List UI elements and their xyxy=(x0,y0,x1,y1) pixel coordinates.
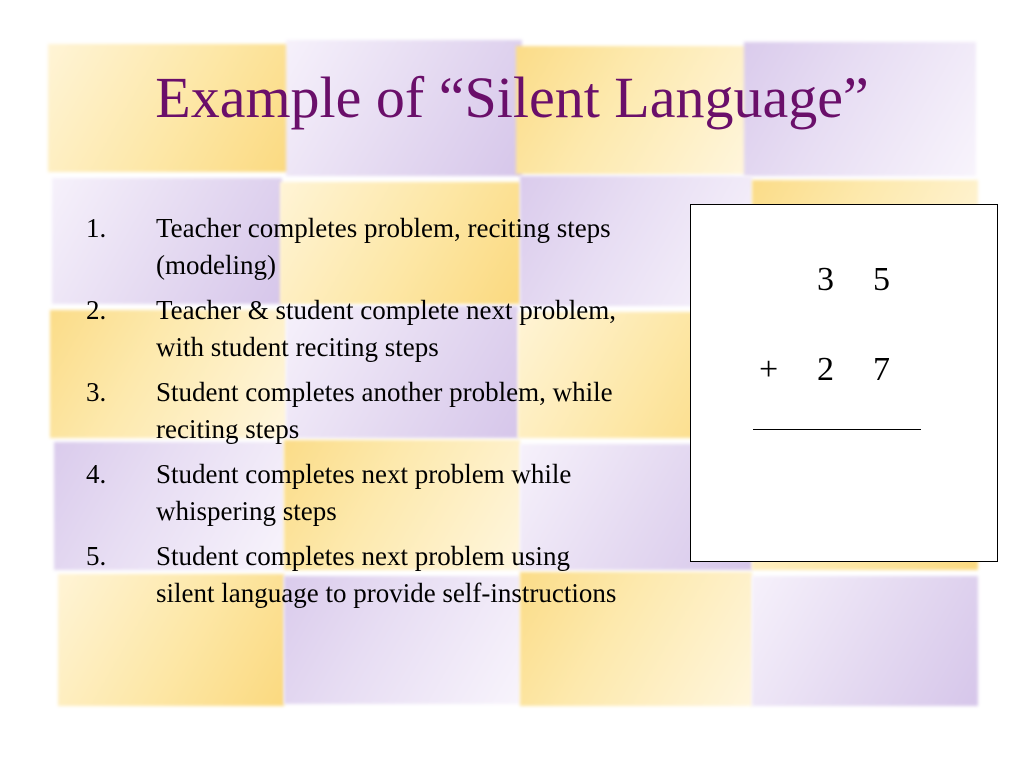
background-tile xyxy=(752,576,978,706)
step-text: Student completes another problem, while reciting steps xyxy=(156,377,613,444)
steps-list xyxy=(86,210,626,620)
top-ones-digit: 5 xyxy=(873,261,890,298)
step-number: 5. xyxy=(86,541,107,571)
plus-operator: + xyxy=(759,351,779,388)
sum-line xyxy=(753,429,921,430)
bottom-ones-digit: 7 xyxy=(873,351,890,388)
list-item xyxy=(86,292,626,366)
list-item xyxy=(86,538,626,612)
step-text: Student completes next problem while whispering steps xyxy=(156,459,572,526)
list-item xyxy=(86,456,626,530)
slide-title: Example of “Silent Language” xyxy=(155,65,869,130)
step-number: 3. xyxy=(86,377,107,407)
step-number: 2. xyxy=(86,295,107,325)
step-number: 1. xyxy=(86,213,107,243)
addition-problem-box xyxy=(690,204,998,562)
step-text: Teacher & student complete next problem, with student reciting steps xyxy=(156,295,616,362)
step-number: 4. xyxy=(86,459,107,489)
bottom-tens-digit: 2 xyxy=(817,351,834,388)
step-text: Student completes next problem using silent language to provide self-instructions xyxy=(156,541,617,608)
top-tens-digit: 3 xyxy=(817,261,834,298)
step-text: Teacher completes problem, reciting steps (modeling) xyxy=(156,213,611,280)
list-item xyxy=(86,374,626,448)
list-item xyxy=(86,210,626,284)
